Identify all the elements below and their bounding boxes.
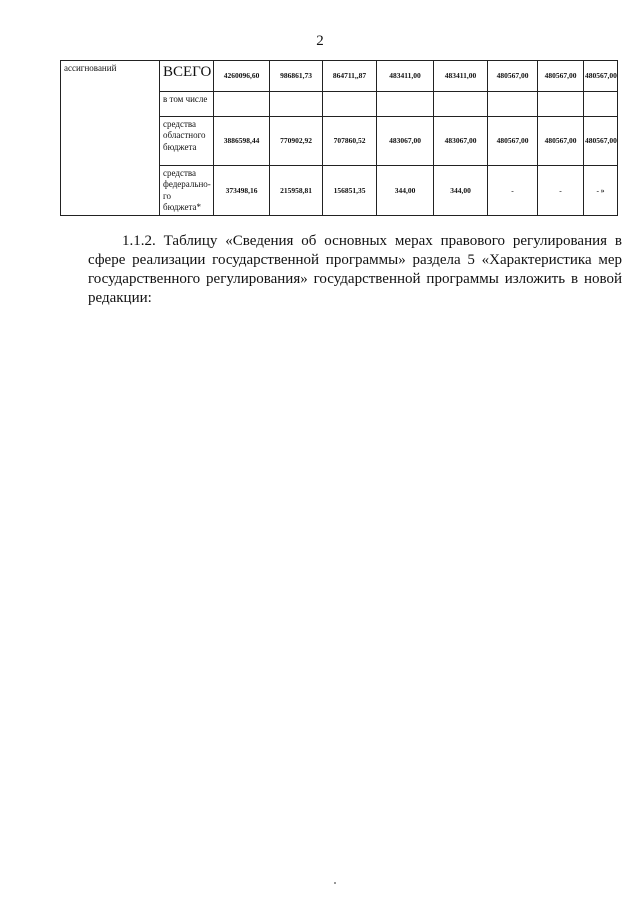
funding-table: [60, 60, 618, 216]
value-cell: 480567,00: [538, 117, 584, 166]
value-cell: 215958,81: [270, 166, 323, 216]
value-cell: 483067,00: [377, 117, 434, 166]
row-label-federal: средства федерально-го бюджета*: [160, 166, 214, 216]
value-cell: 483411,00: [377, 61, 434, 92]
value-cell: [488, 92, 538, 117]
value-cell: 483411,00: [434, 61, 488, 92]
section-label-cell: ассигнований: [61, 61, 160, 216]
value-cell: [538, 92, 584, 117]
value-cell: [323, 92, 377, 117]
value-cell: 480567,00: [538, 61, 584, 92]
value-cell: 3886598,44: [214, 117, 270, 166]
value-cell: 480567,00: [584, 61, 618, 92]
scan-speck: [334, 882, 336, 884]
value-cell: -: [538, 166, 584, 216]
row-label-regional: средства областного бюджета: [160, 117, 214, 166]
value-cell: 707860,52: [323, 117, 377, 166]
value-cell: 156851,35: [323, 166, 377, 216]
value-cell: 483067,00: [434, 117, 488, 166]
value-cell: [434, 92, 488, 117]
value-cell: 344,00: [377, 166, 434, 216]
value-cell: -: [488, 166, 538, 216]
page-number: 2: [316, 33, 324, 49]
body-paragraph: 1.1.2. Таблицу «Сведения об основных мерах правового регулирования в сфере реализации государственной программы» раздела 5 «Характеристика мер государственного регулирования» государственной программы изложить в новой редакции:: [88, 233, 622, 306]
value-cell: 344,00: [434, 166, 488, 216]
value-cell: 373498,16: [214, 166, 270, 216]
value-cell: - »: [584, 166, 618, 216]
value-cell: 4260096,60: [214, 61, 270, 92]
value-cell: 480567,00: [584, 117, 618, 166]
value-cell: [584, 92, 618, 117]
value-cell: [270, 92, 323, 117]
value-cell: 480567,00: [488, 61, 538, 92]
value-cell: 864711,,87: [323, 61, 377, 92]
row-label-total: ВСЕГО: [160, 61, 214, 92]
value-cell: 770902,92: [270, 117, 323, 166]
row-label-including: в том числе: [160, 92, 214, 117]
value-cell: [214, 92, 270, 117]
value-cell: 986861,73: [270, 61, 323, 92]
value-cell: [377, 92, 434, 117]
value-cell: 480567,00: [488, 117, 538, 166]
table-row-total: [61, 61, 618, 92]
